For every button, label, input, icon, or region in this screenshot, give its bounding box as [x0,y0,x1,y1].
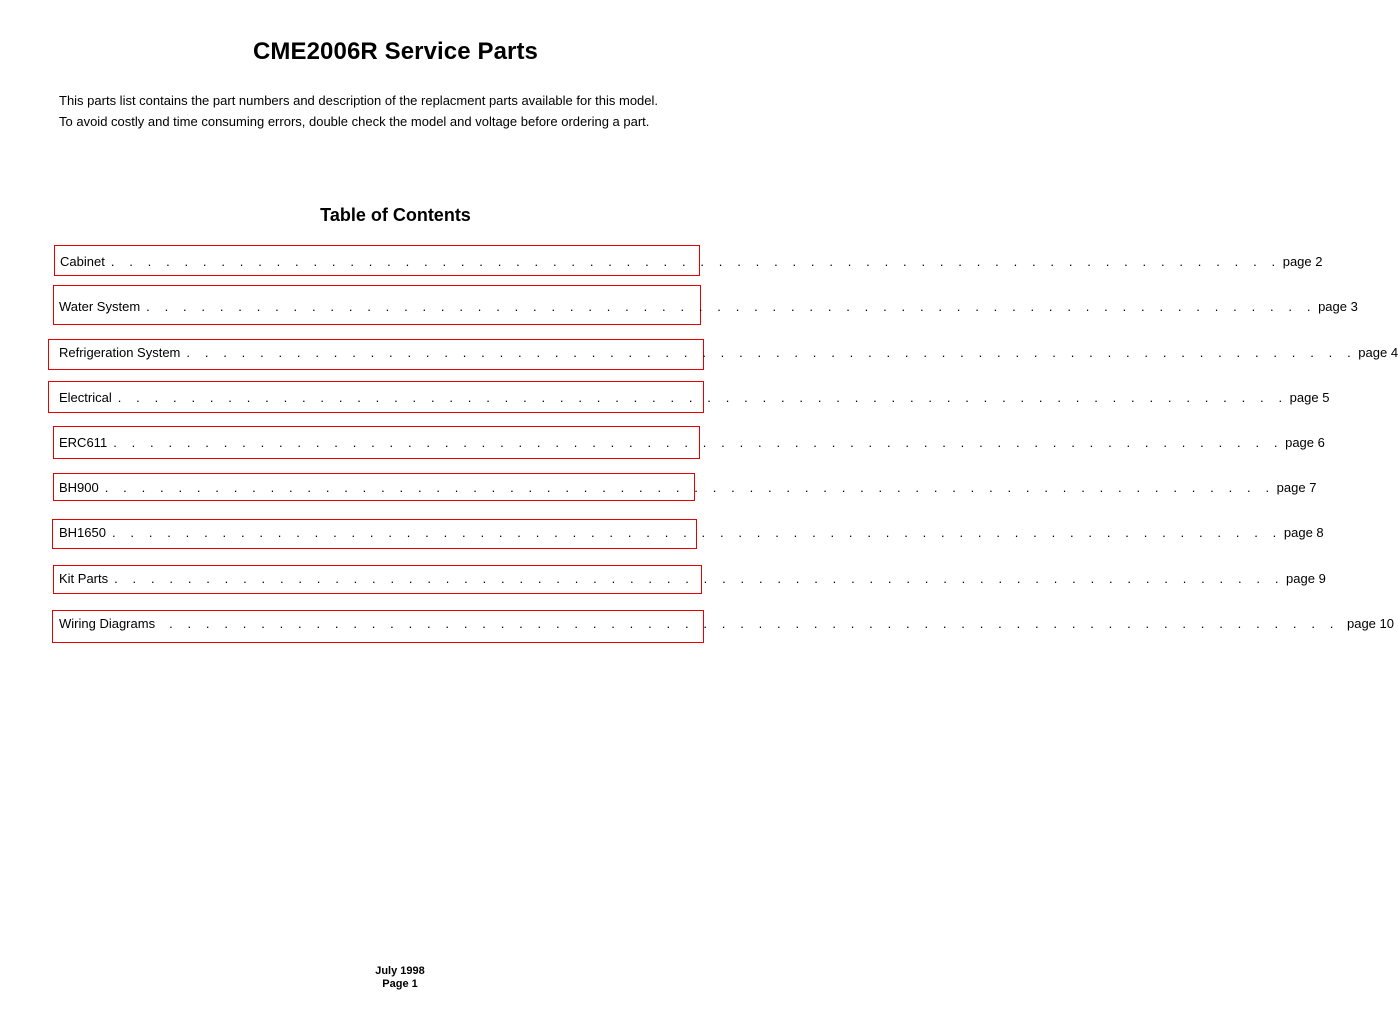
toc-leader-dots: . . . . . . . . . . . . . . . . . . . . . . . . . . . . . . . . . . . . . . . . . . . . . . . . . . . . . . . . . . . . . . . . [117,390,1288,405]
toc-link-electrical[interactable] [48,381,1330,413]
toc-label: ERC611 [59,435,108,450]
toc-label: BH1650 [59,525,106,540]
toc-label: Wiring Diagrams [59,616,156,631]
toc-page-number: page 9 [1286,571,1326,586]
toc-link-refrigeration-system[interactable] [48,339,1398,370]
intro-text [59,90,759,132]
toc-label: Water System [59,299,141,314]
toc-heading: Table of Contents [320,205,471,225]
toc-page-number: page 3 [1318,299,1358,314]
toc-page-number: page 7 [1276,480,1317,495]
toc-page-number: page 6 [1285,435,1325,450]
toc-label: Refrigeration System [59,345,181,360]
toc-link-bh900[interactable] [53,473,1317,501]
intro-line-2: To avoid costly and time consuming errors, double check the model and voltage before ordering a part. [59,114,650,129]
toc-label: Cabinet [60,254,105,269]
toc-leader-dots: . . . . . . . . . . . . . . . . . . . . . . . . . . . . . . . . . . . . . . . . . . . . . . . . . . . . . . . . . . . . . . . . [113,435,1284,450]
page-footer [0,965,800,991]
toc-leader-dots: . . . . . . . . . . . . . . . . . . . . . . . . . . . . . . . . . . . . . . . . . . . . . . . . . . . . . . . . . . . . . . . . [114,571,1285,586]
toc-link-cabinet[interactable] [54,245,1323,276]
toc-link-erc611[interactable] [53,426,1325,459]
toc-label: Electrical [59,390,112,405]
footer-page-number: Page 1 [382,978,418,990]
toc-link-water-system[interactable] [53,285,1358,325]
toc-leader-dots: . . . . . . . . . . . . . . . . . . . . . . . . . . . . . . . . . . . . . . . . . . . . . . . . . . . . . . . . . . . . . . . . [104,480,1275,495]
toc-page-number: page 4 [1358,345,1398,360]
toc-leader-dots: . . . . . . . . . . . . . . . . . . . . . . . . . . . . . . . . . . . . . . . . . . . . . . . . . . . . . . . . . . . . . . . . [111,525,1282,540]
toc-link-kit-parts[interactable] [53,565,1326,594]
toc-page-number: page 2 [1282,254,1323,269]
toc-link-bh1650[interactable] [52,519,1324,549]
page-title: CME2006R Service Parts [252,38,539,65]
intro-line-1: This parts list contains the part numbers and description of the replacment parts available for this model. [59,93,659,108]
footer-date: July 1998 [375,965,425,977]
toc-label: BH900 [59,480,99,495]
toc-label: Kit Parts [59,571,109,586]
toc-page-number: page 5 [1289,390,1330,405]
toc-page-number: page 10 [1346,616,1394,631]
toc-leader-dots: . . . . . . . . . . . . . . . . . . . . . . . . . . . . . . . . . . . . . . . . . . . . . . . . . . . . . . . . . . . . . . . . [169,616,1339,631]
toc-link-wiring-diagrams[interactable] [52,610,1394,643]
toc-page-number: page 8 [1283,525,1324,540]
toc-leader-dots: . . . . . . . . . . . . . . . . . . . . . . . . . . . . . . . . . . . . . . . . . . . . . . . . . . . . . . . . . . . . . . . . [186,345,1357,360]
toc-leader-dots: . . . . . . . . . . . . . . . . . . . . . . . . . . . . . . . . . . . . . . . . . . . . . . . . . . . . . . . . . . . . . . . . [110,254,1281,269]
toc-leader-dots: . . . . . . . . . . . . . . . . . . . . . . . . . . . . . . . . . . . . . . . . . . . . . . . . . . . . . . . . . . . . . . . . [146,299,1317,314]
